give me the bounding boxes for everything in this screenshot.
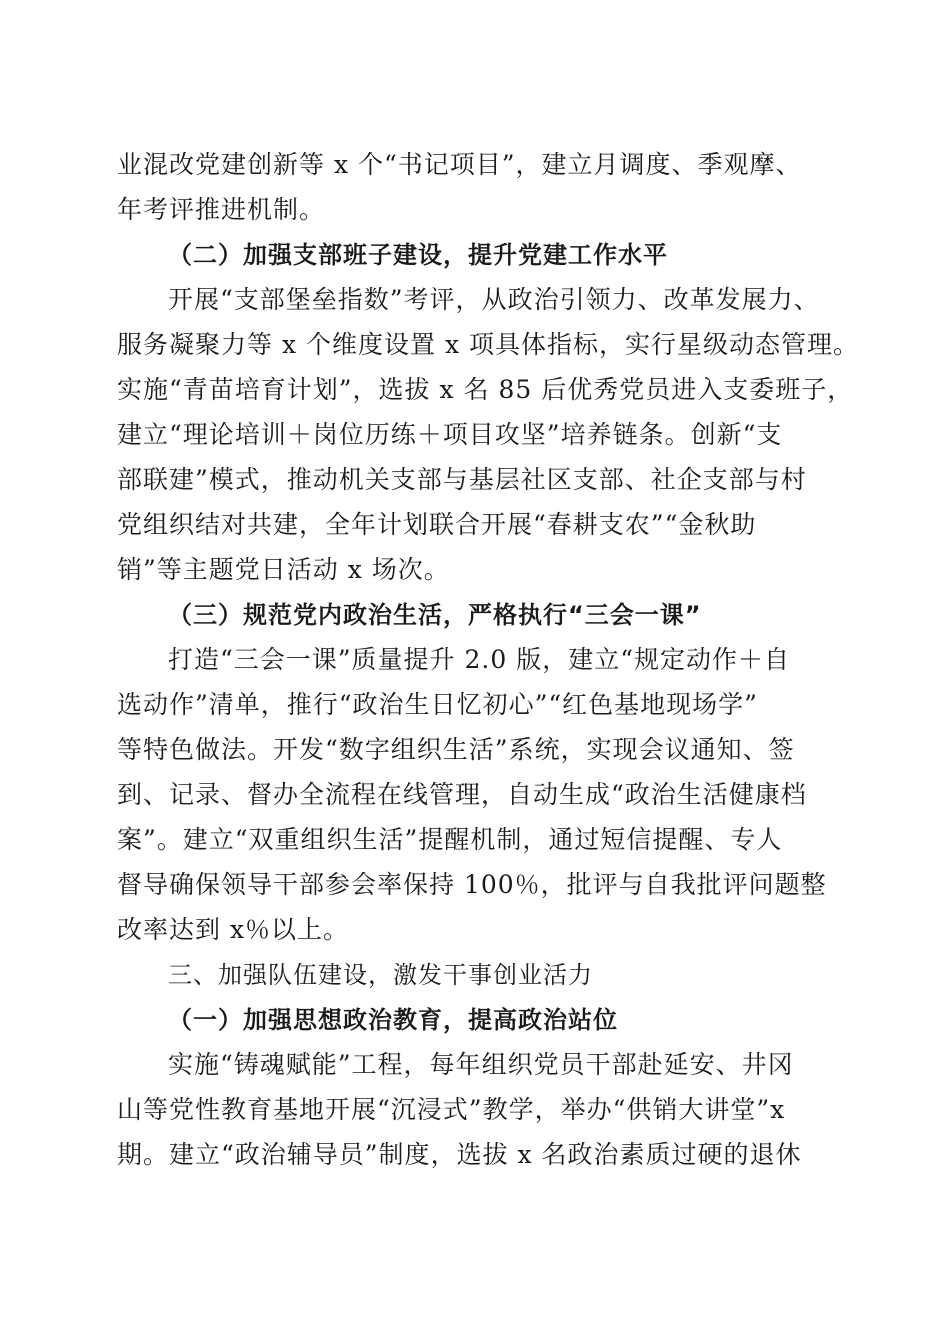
body-text-line: 实施“铸魂赋能”工程，每年组织党员干部赴延安、井冈 xyxy=(168,1050,794,1079)
section-subheading: （一）加强思想政治教育，提高政治站位 xyxy=(168,1006,618,1034)
body-text-line: 部联建”模式，推动机关支部与基层社区支部、社企支部与村 xyxy=(117,465,807,494)
body-text-line: 选动作”清单，推行“政治生日忆初心”“红色基地现场学” xyxy=(117,690,758,719)
body-text-line: 到、记录、督办全流程在线管理，自动生成“政治生活健康档 xyxy=(117,780,807,809)
body-text-line: 业混改党建创新等 x 个“书记项目”，建立月调度、季观摩、 xyxy=(117,150,802,179)
body-text-line: 山等党性教育基地开展“沉浸式”教学，举办“供销大讲堂”x xyxy=(117,1095,786,1124)
body-text-line: 改率达到 x％以上。 xyxy=(117,915,350,944)
body-text-line: 等特色做法。开发“数字组织生活”系统，实现会议通知、签 xyxy=(117,735,795,764)
body-text-line: 打造“三会一课”质量提升 2.0 版，建立“规定动作＋自 xyxy=(168,645,790,674)
body-text-line: 年考评推进机制。 xyxy=(117,195,326,224)
body-text-line: 实施“青苗培育计划”，选拔 x 名 85 后优秀党员进入支委班子， xyxy=(117,375,854,404)
body-text-line: 督导确保领导干部参会率保持 100％，批评与自我批评问题整 xyxy=(117,870,827,899)
body-text-line: 期。建立“政治辅导员”制度，选拔 x 名政治素质过硬的退休 xyxy=(117,1140,802,1169)
section-subheading: （三）规范党内政治生活，严格执行“三会一课” xyxy=(168,601,702,629)
body-text-line: 服务凝聚力等 x 个维度设置 x 项具体指标，实行星级动态管理。 xyxy=(117,330,859,359)
section-subheading: （二）加强支部班子建设，提升党建工作水平 xyxy=(168,241,668,269)
body-text-line: 销”等主题党日活动 x 场次。 xyxy=(117,555,450,584)
body-text-line: 开展“支部堡垒指数”考评，从政治引领力、改革发展力、 xyxy=(168,285,820,314)
body-text-line: 党组织结对共建，全年计划联合开展“春耕支农”“金秋助 xyxy=(117,510,757,539)
body-text-line: 建立“理论培训＋岗位历练＋项目攻坚”培养链条。创新“支 xyxy=(117,420,783,449)
section-heading: 三、加强队伍建设，激发干事创业活力 xyxy=(168,961,593,989)
body-text-line: 案”。建立“双重组织生活”提醒机制，通过短信提醒、专人 xyxy=(117,825,783,854)
